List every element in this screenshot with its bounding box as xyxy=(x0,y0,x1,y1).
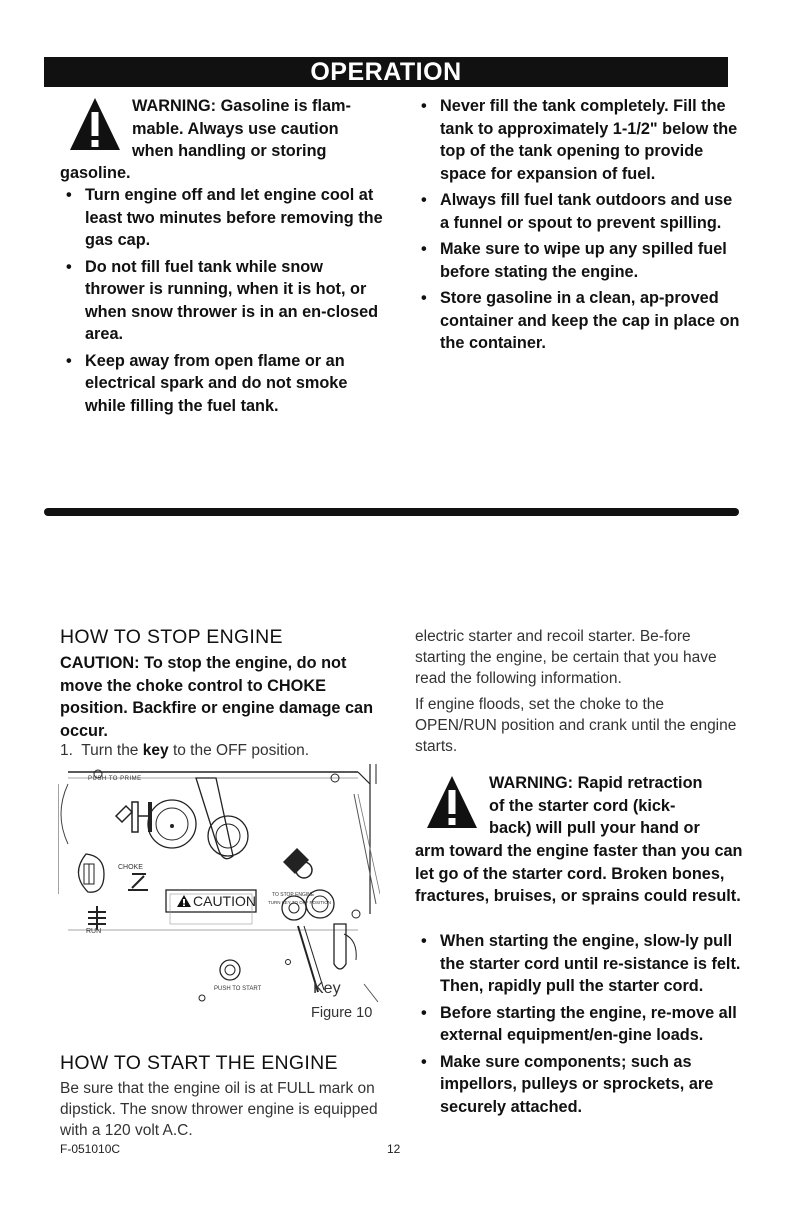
step-text-pre: Turn the xyxy=(81,742,139,759)
gas-warning-tail: gasoline. xyxy=(60,164,131,182)
list-item: • Store gasoline in a clean, ap-proved container and keep the cap in place on the container. xyxy=(415,287,745,355)
stop-engine-label-2: TURN KEY TO OFF POSITION xyxy=(268,900,332,905)
gas-warning-line-1: WARNING: Gasoline is flam- xyxy=(132,97,351,115)
gas-warning-line-2: mable. Always use caution xyxy=(132,119,339,138)
gas-warning-heading xyxy=(132,95,392,163)
gas-warning-line-3: when handling or storing xyxy=(132,142,327,160)
key-label: Key xyxy=(313,980,341,997)
list-item: • Always fill fuel tank outdoors and use a funnel or spout to prevent spilling. xyxy=(415,189,745,234)
right-safety-list xyxy=(415,95,745,359)
push-to-start-label: PUSH TO START xyxy=(214,986,262,992)
run-label: RUN xyxy=(86,928,102,935)
warning-triangle-icon xyxy=(425,774,479,830)
left-safety-list xyxy=(60,184,385,421)
figure-caption: Figure 10 xyxy=(311,1005,373,1021)
choke-label: CHOKE xyxy=(118,864,143,871)
step-key-word: key xyxy=(142,742,169,759)
kickback-warning-heading xyxy=(489,772,749,840)
start-engine-title: HOW TO START THE ENGINE xyxy=(60,1052,338,1074)
list-item: • When starting the engine, slow-ly pull the starter cord until re-sistance is felt. Then, rapidly pull the starter cord. xyxy=(415,930,745,998)
start-engine-text: Be sure that the engine oil is at FULL mark on dipstick. The snow thrower engine is equipped with a 120 volt A.C. xyxy=(60,1080,378,1139)
list-item: • Make sure to wipe up any spilled fuel before stating the engine. xyxy=(415,238,745,283)
kickback-warning-line-1: WARNING: Rapid retraction xyxy=(489,774,703,792)
starter-info-paragraph: electric starter and recoil starter. Be-fore starting the engine, be certain that you have read the following information. xyxy=(415,628,717,687)
list-item: • Never fill the tank completely. Fill the tank to approximately 1-1/2" below the top of the tank opening to provide space for expansion of fuel. xyxy=(415,95,745,185)
list-item: • Turn engine off and let engine cool at least two minutes before removing the gas cap. xyxy=(60,184,385,252)
warning-triangle-icon xyxy=(68,96,122,152)
starting-safety-list xyxy=(415,930,745,1122)
step-number: 1. xyxy=(60,742,73,759)
kickback-warning-line-2: of the starter cord (kick- xyxy=(489,796,676,815)
document-code: F-051010C xyxy=(60,1142,121,1156)
page-title: OPERATION xyxy=(44,57,728,87)
caution-label: CAUTION xyxy=(193,893,256,909)
push-to-prime-label: PUSH TO PRIME xyxy=(88,776,142,782)
kickback-warning-tail: arm toward the engine faster than you can let go of the starter cord. Broken bones, fractures, bruises, or sprains could result. xyxy=(415,842,743,905)
flood-info-paragraph: If engine floods, set the choke to the OPEN/RUN position and crank until the engine starts. xyxy=(415,696,737,755)
step-text-post: to the OFF position. xyxy=(172,742,310,759)
list-item: • Make sure components; such as impellors, pulleys or sprockets, are securely attached. xyxy=(415,1051,745,1119)
section-divider xyxy=(44,508,739,516)
stop-engine-step xyxy=(60,740,390,761)
list-item: • Before starting the engine, re-move all external equipment/en-gine loads. xyxy=(415,1002,745,1047)
list-item: • Keep away from open flame or an electrical spark and do not smoke while filling the fuel tank. xyxy=(60,350,385,418)
kickback-warning-line-3: back) will pull your hand or xyxy=(489,819,700,837)
stop-engine-caution: CAUTION: To stop the engine, do not move the choke control to CHOKE position. Backfire or engine damage can occur. xyxy=(60,654,374,740)
list-item: • Do not fill fuel tank while snow thrower is running, when it is hot, or when snow thrower is in an en-closed area. xyxy=(60,256,385,346)
page-number: 12 xyxy=(387,1142,401,1156)
stop-engine-title: HOW TO STOP ENGINE xyxy=(60,626,283,648)
caution-triangle-icon xyxy=(176,894,192,908)
stop-engine-label: TO STOP ENGINE xyxy=(272,892,315,898)
